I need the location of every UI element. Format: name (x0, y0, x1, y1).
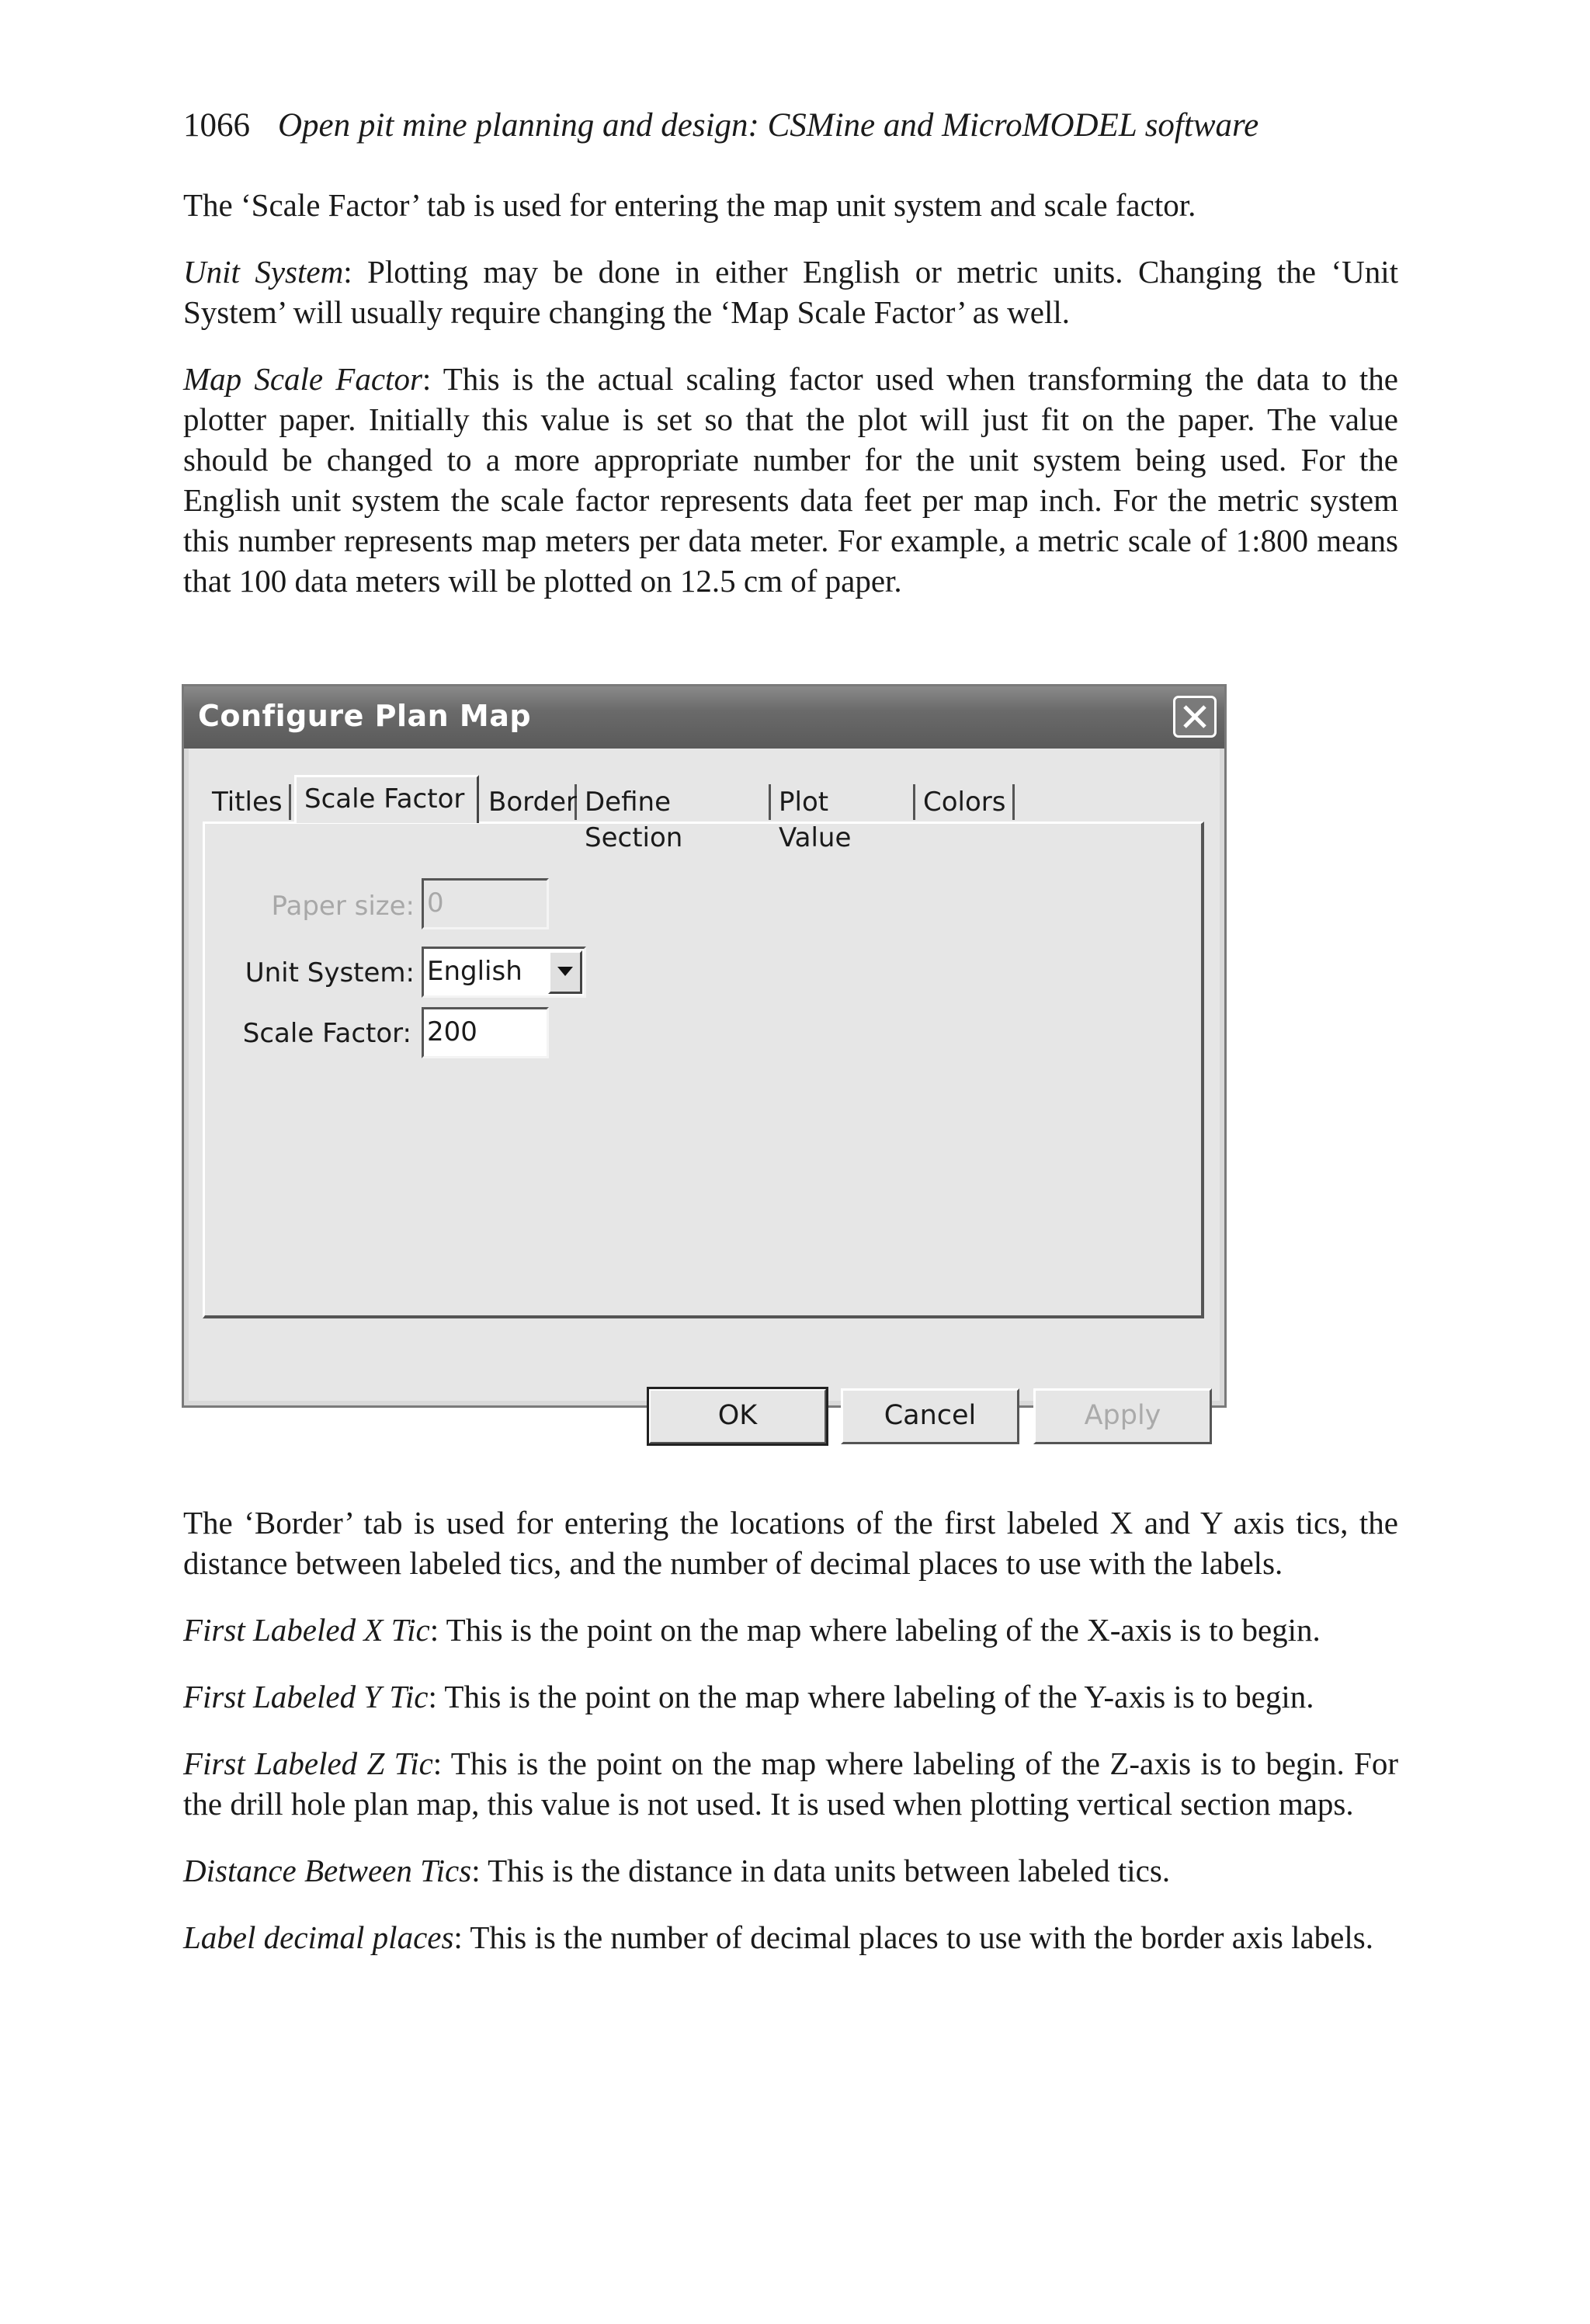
scale-factor-panel (203, 822, 1204, 1318)
border-section (183, 1502, 1398, 1958)
unit-system-select[interactable] (422, 947, 586, 998)
distance-text: : This is the distance in data units between labeled tics. (471, 1853, 1171, 1888)
z-tic-term: First Labeled Z Tic (183, 1746, 433, 1781)
map-scale-paragraph (183, 359, 1398, 601)
intro-section (183, 185, 1398, 601)
scale-factor-input[interactable]: 200 (422, 1007, 549, 1058)
book-title: Open pit mine planning and design (278, 107, 748, 144)
scale-factor-label: Scale Factor: (242, 1018, 411, 1049)
cancel-button[interactable]: Cancel (841, 1388, 1019, 1444)
unit-system-value: English (427, 956, 522, 987)
book-subtitle: : CSMine and MicroMODEL software (748, 107, 1259, 144)
configure-plan-map-dialog (182, 684, 1227, 1431)
dialog-title: Configure Plan Map (198, 699, 532, 733)
y-tic-paragraph (183, 1676, 1398, 1717)
close-icon (1182, 703, 1208, 730)
dialog-client-area (189, 749, 1220, 1431)
tab-colors[interactable]: Colors (915, 784, 1015, 820)
chevron-down-icon (557, 967, 573, 978)
dropdown-button[interactable] (548, 950, 582, 994)
unit-system-paragraph (183, 252, 1398, 332)
apply-button: Apply (1033, 1388, 1212, 1444)
paper-size-input: 0 (422, 878, 549, 929)
y-tic-term: First Labeled Y Tic (183, 1679, 429, 1714)
x-tic-paragraph (183, 1610, 1398, 1650)
unit-system-text: : Plotting may be done in either English or metric units. Changing the ‘Unit System’ will usually require changing the ‘Map Scale Factor’ as well. (183, 254, 1398, 330)
tab-border[interactable]: Border (481, 784, 577, 820)
dialog-titlebar[interactable] (184, 686, 1224, 749)
map-scale-text: : This is the actual scaling factor used when transforming the data to the plotter paper. Initially this value is set so that the plot will just fit on the paper. The value should be changed to a more appropriate number for the unit system being used. For the English unit system the scale factor represents data feet per map inch. For the metric system this number represents map meters per data meter. For example, a metric scale of 1:800 means that 100 data meters will be plotted on 12.5 cm of paper. (183, 361, 1398, 599)
decimal-term: Label decimal places (183, 1919, 454, 1955)
x-tic-text: : This is the point on the map where labeling of the X-axis is to begin. (429, 1612, 1321, 1648)
distance-term: Distance Between Tics (183, 1853, 472, 1888)
z-tic-paragraph (183, 1743, 1398, 1824)
tab-scale-factor[interactable]: Scale Factor (294, 775, 479, 823)
tab-plot-value[interactable]: Plot Value (771, 784, 915, 820)
unit-system-label: Unit System: (245, 957, 415, 988)
scale-factor-intro: The ‘Scale Factor’ tab is used for entering the map unit system and scale factor. (183, 187, 1196, 223)
unit-system-term: Unit System (183, 254, 344, 290)
ok-button[interactable]: OK (648, 1388, 827, 1444)
x-tic-term: First Labeled X Tic (183, 1612, 430, 1648)
decimal-text: : This is the number of decimal places to use with the border axis labels. (453, 1919, 1373, 1955)
distance-paragraph (183, 1850, 1398, 1891)
decimal-paragraph (183, 1917, 1398, 1958)
tab-titles[interactable]: Titles (204, 784, 291, 820)
border-tab-intro: The ‘Border’ tab is used for entering the locations of the first labeled X and Y axis tics, the distance between labeled tics, and the number of decimal places to use with the labels. (183, 1505, 1398, 1581)
y-tic-text: : This is the point on the map where labeling of the Y-axis is to begin. (428, 1679, 1314, 1714)
map-scale-term: Map Scale Factor (183, 361, 422, 397)
page-number: 1066 (183, 107, 250, 144)
tab-define-section[interactable]: Define Section (577, 784, 771, 820)
paper-size-label: Paper size: (271, 891, 415, 922)
running-header (183, 104, 1258, 148)
close-button[interactable] (1173, 696, 1217, 738)
z-tic-text: : This is the point on the map where labeling of the Z-axis is to begin. For the drill hole plan map, this value is not used. It is used when plotting vertical section maps. (183, 1746, 1398, 1822)
